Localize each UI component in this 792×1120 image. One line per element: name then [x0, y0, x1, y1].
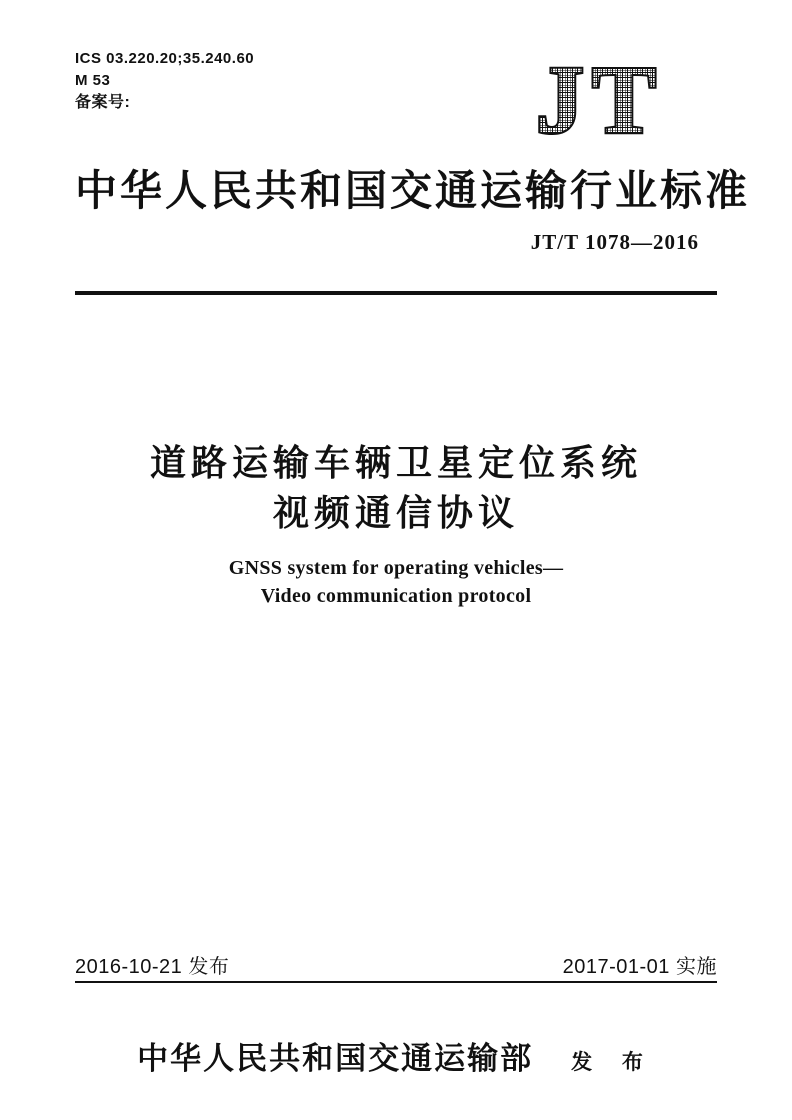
issue-date: 2016-10-21 发布: [75, 956, 230, 978]
classification-code: M 53: [75, 72, 111, 89]
document-title-zh-line2: 视频通信协议: [272, 492, 519, 533]
implementation-date: 2017-01-01 实施: [562, 956, 717, 978]
document-title-en-line2: Video communication protocol: [260, 585, 532, 607]
document-title-zh: [75, 438, 717, 538]
dates-row: [75, 950, 717, 979]
footer-rule: [75, 981, 717, 983]
publisher-name: 中华人民共和国交通运输部: [137, 1041, 534, 1076]
publish-label: 发 布: [571, 1051, 655, 1074]
document-title-en-line1: GNSS system for operating vehicles—: [228, 557, 564, 579]
jt-logo-graphic: [520, 50, 680, 142]
header-title: 中华人民共和国交通运输行业标准: [75, 167, 751, 214]
document-title-en: [75, 554, 717, 610]
document-title-zh-line1: 道路运输车辆卫星定位系统: [149, 442, 642, 483]
jt-logo-text: JT: [535, 50, 665, 142]
ics-code: ICS 03.220.20;35.240.60: [75, 50, 255, 67]
jt-logo: [520, 50, 680, 142]
ics-block: [75, 48, 254, 114]
record-number-label: 备案号:: [75, 94, 131, 111]
header-rule: [75, 291, 717, 295]
publisher-row: [75, 1033, 717, 1078]
standard-number: JT/T 1078—2016: [530, 230, 699, 254]
